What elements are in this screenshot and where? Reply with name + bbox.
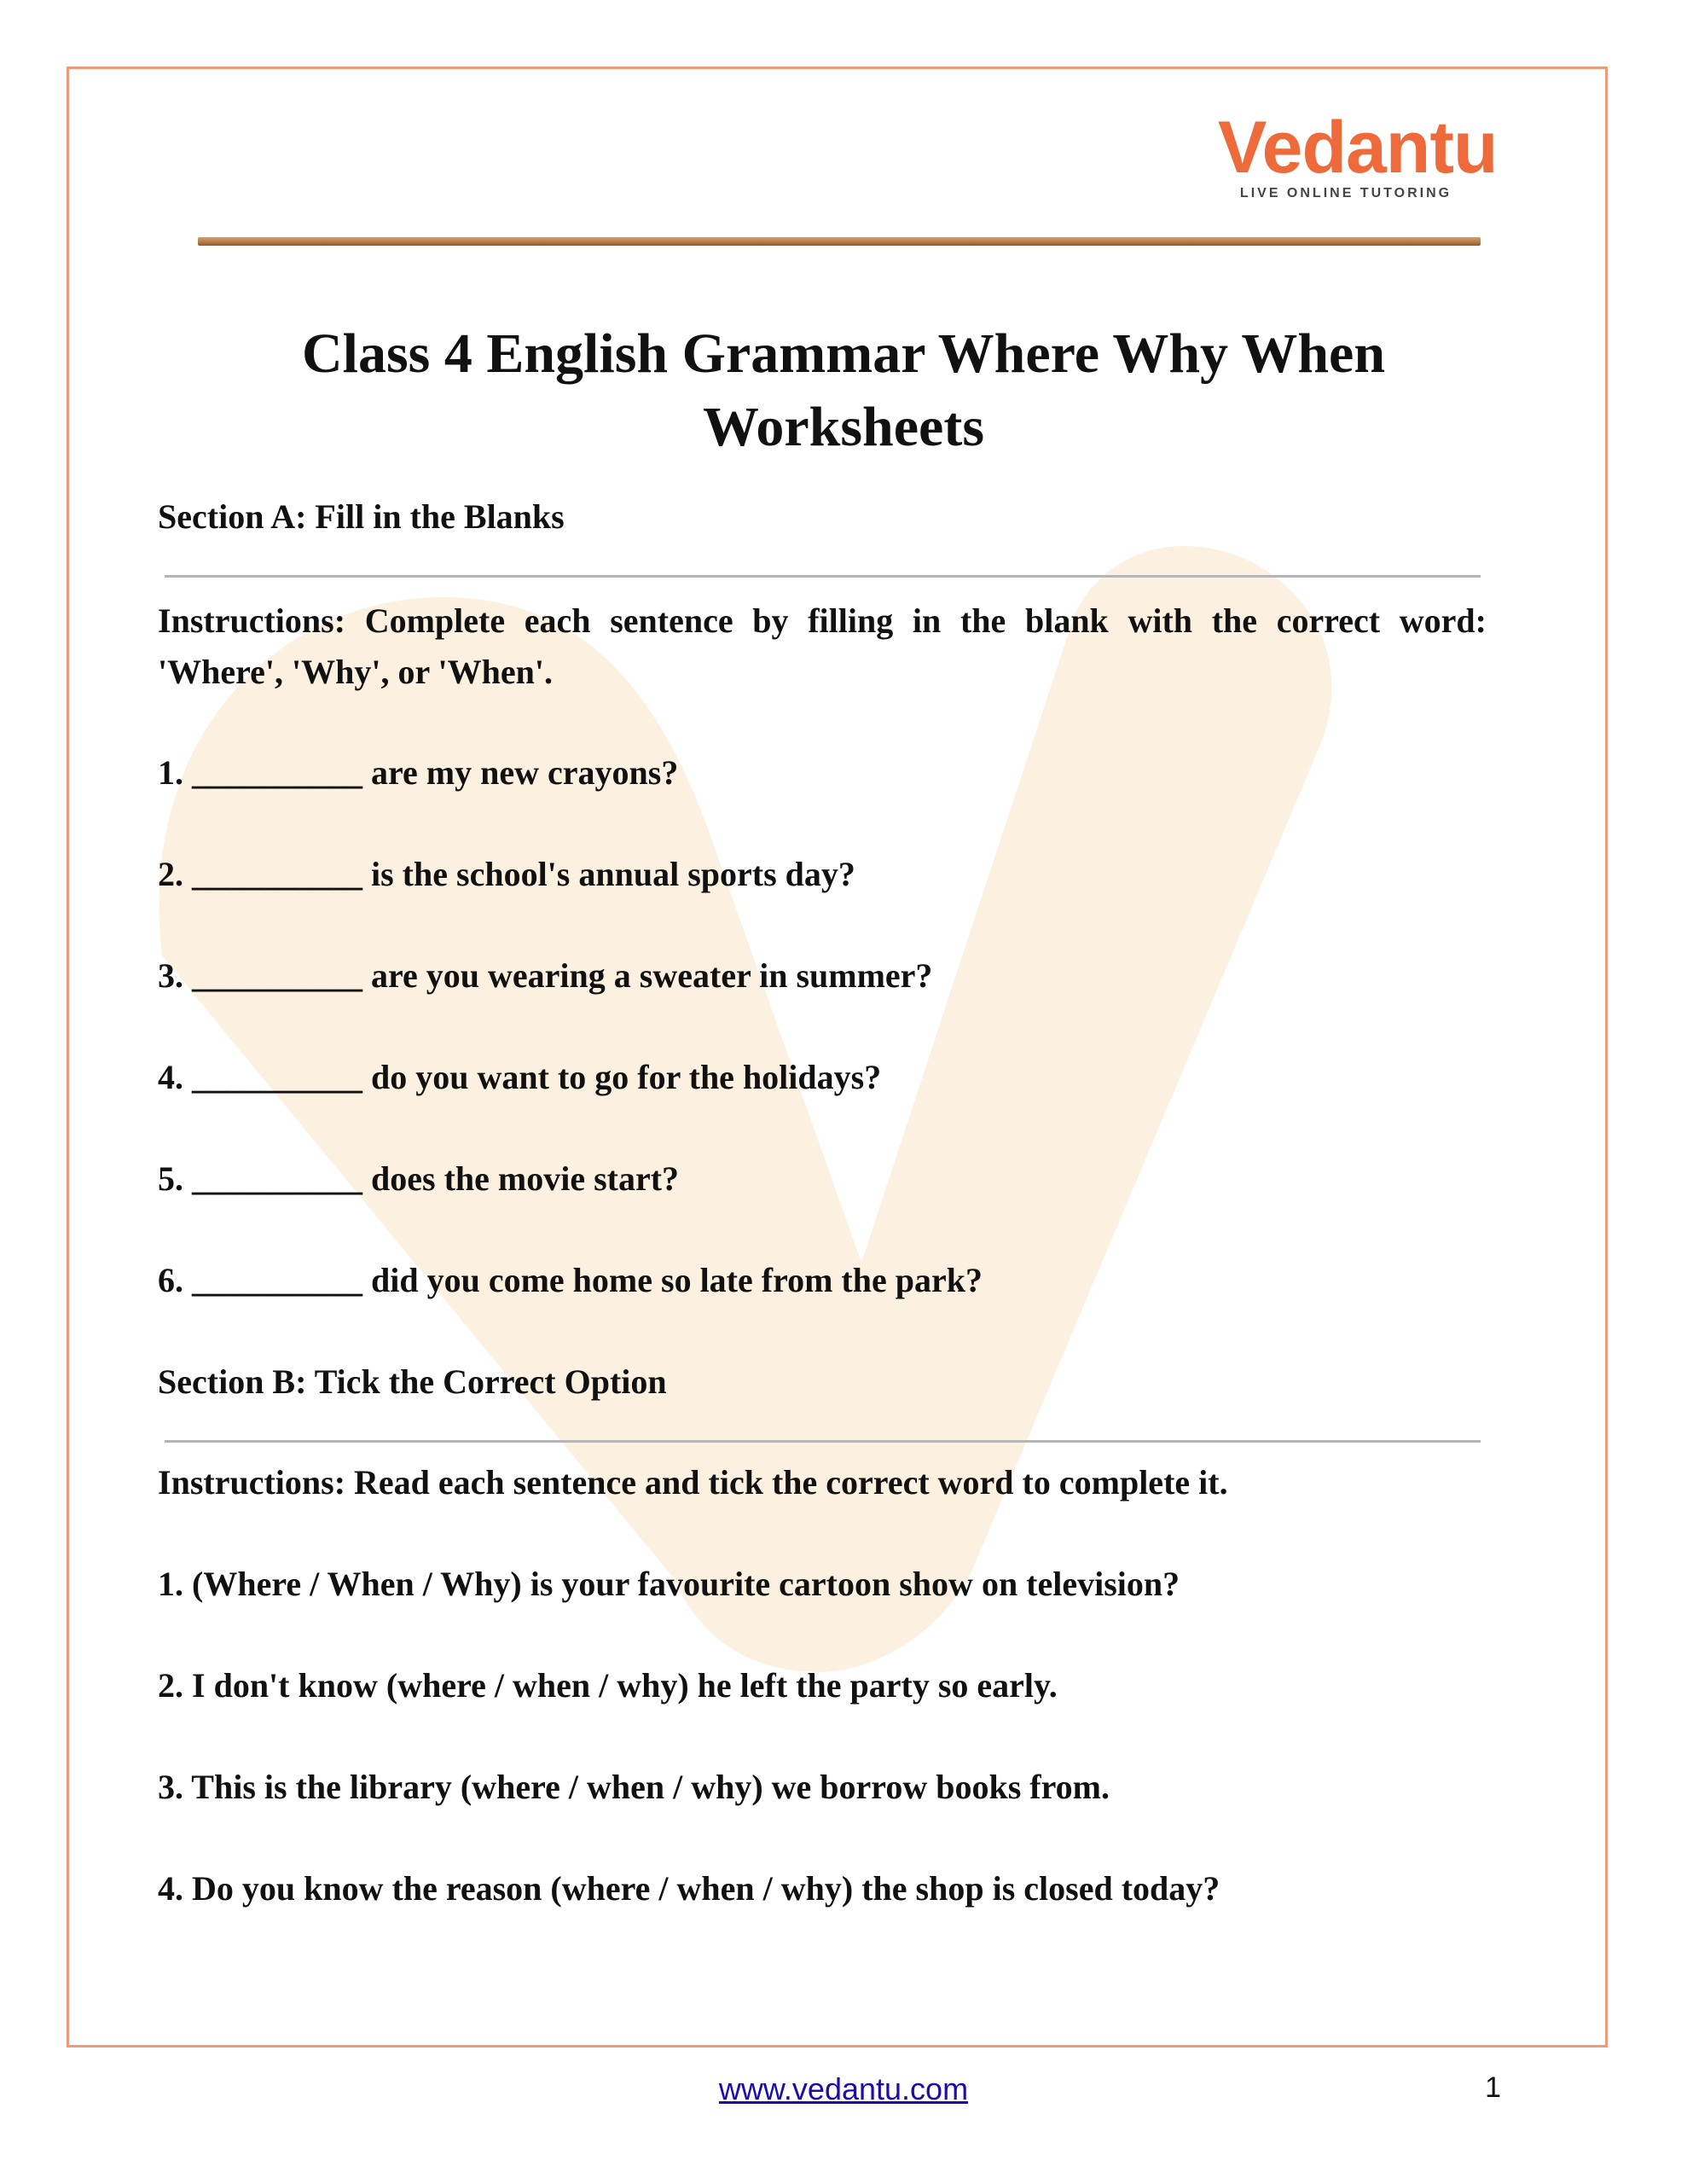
title-line-2: Worksheets xyxy=(703,396,984,458)
section-a-item: 1. __________ are my new crayons? xyxy=(158,753,679,792)
section-a-item: 2. __________ is the school's annual sports day? xyxy=(158,855,855,893)
section-a-instructions: Instructions: Complete each sentence by filling in the blank with the correct word: 'Where', 'Why', or 'When'. xyxy=(158,601,1487,691)
section-b-heading: Section B: Tick the Correct Option xyxy=(158,1362,667,1401)
section-a-item: 6. __________ did you come home so late from the park? xyxy=(158,1261,983,1299)
page-number: 1 xyxy=(1485,2071,1501,2104)
section-b-item: 4. Do you know the reason (where / when / why) the shop is closed today? xyxy=(158,1869,1220,1908)
section-a-heading: Section A: Fill in the Blanks xyxy=(158,497,565,536)
section-b-item: 3. This is the library (where / when / why) we borrow books from. xyxy=(158,1768,1110,1806)
section-b-item: 1. (Where / When / Why) is your favourite cartoon show on television? xyxy=(158,1565,1180,1603)
logo-tagline: LIVE ONLINE TUTORING xyxy=(1239,186,1452,200)
title-line-1: Class 4 English Grammar Where Why When xyxy=(301,322,1386,385)
section-b-divider xyxy=(165,1440,1481,1443)
section-a-item: 4. __________ do you want to go for the holidays? xyxy=(158,1058,882,1096)
footer-website-link[interactable]: www.vedantu.com xyxy=(718,2071,969,2106)
logo-wordmark: Vedantu xyxy=(1218,107,1498,189)
section-b-instructions: Instructions: Read each sentence and tick the correct word to complete it. xyxy=(158,1463,1228,1502)
page-title xyxy=(171,317,1516,464)
header-divider xyxy=(198,237,1481,246)
section-a-item: 3. __________ are you wearing a sweater in summer? xyxy=(158,956,933,995)
vedantu-logo xyxy=(1218,107,1498,201)
section-a-divider xyxy=(165,575,1481,578)
section-b-item: 2. I don't know (where / when / why) he left the party so early. xyxy=(158,1666,1058,1705)
section-a-item: 5. __________ does the movie start? xyxy=(158,1159,680,1198)
